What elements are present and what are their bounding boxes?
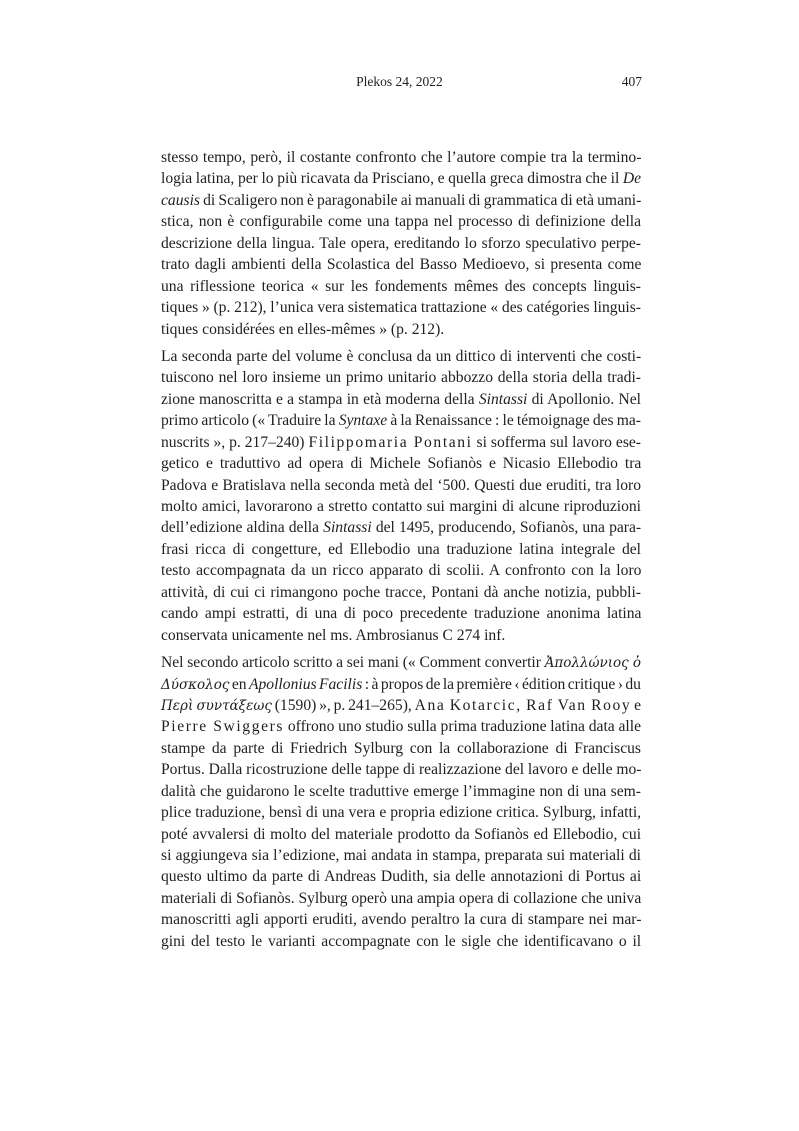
paragraph-1 [161, 147, 641, 340]
text-line [161, 254, 641, 275]
text-segment: stampe da parte di Friedrich Sylburg con la collaborazione di Franciscus [161, 739, 641, 757]
text-segment: dalità che guidarono le scelte traduttive emerge l’immagine non di una sem- [161, 782, 641, 800]
greek-text: Δύσκολος [161, 676, 230, 693]
text-segment: descrizione della lingua. Tale opera, ereditando lo sforzo speculativo perpe- [161, 234, 641, 252]
text-segment: logia latina, per lo più ricavata da Prisciano, e quella greca dimostra che il [161, 170, 623, 188]
italic-title: Apollonius Facilis [248, 675, 363, 693]
text-line [161, 367, 641, 388]
text-segment: testo accompagnata da un ricco apparato di scolii. A confronto con la loro [161, 562, 642, 580]
text-line [161, 759, 641, 780]
text-segment: tiques considérées en elles-mêmes » (p. 212). [161, 320, 445, 338]
text-line [161, 603, 641, 624]
text-segment: trato dagli ambienti della Scolastica del Basso Medioevo, si presenta come [161, 256, 642, 274]
running-title: Plekos 24, 2022 [356, 74, 443, 89]
text-line [161, 389, 641, 410]
italic-title: Sintassi [478, 390, 528, 408]
text-segment: gini del testo le varianti accompagnate con le sigle che identificavano o il [161, 932, 642, 950]
text-segment: La seconda parte del volume è conclusa da un dittico di interventi che costi- [161, 347, 642, 365]
text-segment: e [631, 696, 641, 714]
text-line [161, 781, 641, 802]
text-line [161, 625, 641, 646]
text-line [161, 517, 641, 538]
text-line [161, 866, 641, 887]
text-segment: tiques » (p. 212), l’unica vera sistematica trattazione « des catégories linguis- [161, 299, 641, 317]
text-segment: zione manoscritta e a stampa in età moderna della [161, 390, 479, 408]
text-line [161, 276, 641, 297]
paragraph-2 [161, 346, 641, 646]
text-line [161, 824, 641, 845]
text-line [161, 716, 641, 737]
text-segment: stesso tempo, però, il costante confronto che l’autore compie tra la termino- [161, 149, 642, 166]
text-line [161, 888, 641, 909]
text-line [161, 453, 641, 474]
text-segment: di Scaligero non è paragonabile ai manuali di grammatica di età umani- [199, 191, 642, 209]
author-name: Pierre Swiggers [161, 718, 285, 736]
author-name: Filippomaria Pontani [308, 433, 473, 451]
paragraph-3 [161, 652, 641, 952]
text-line [161, 931, 641, 952]
text-segment: stica, non è configurabile come una tappa nel processo di definizione della [161, 213, 642, 231]
text-line [161, 560, 641, 581]
text-segment: : à propos de la première ‹ édition critique › du [362, 675, 641, 693]
text-line [161, 168, 641, 189]
text-segment: à la Renaissance : le témoignage des ma- [387, 412, 642, 430]
greek-text: Ἀπολλώνιος ὁ [544, 655, 641, 672]
text-line [161, 738, 641, 759]
text-line [161, 909, 641, 930]
running-head [0, 74, 799, 94]
italic-title: Sintassi [323, 519, 372, 537]
text-segment: dell’edizione aldina della [161, 519, 324, 537]
text-segment: offrono uno studio sulla prima traduzione latina data alle [284, 718, 642, 736]
text-segment: si aggiungeva sia l’edizione, mai andata in stampa, preparata sui materiali di [161, 847, 641, 864]
text-segment: Padova e Bratislava nella seconda metà del ‘500. Questi due eruditi, tra loro [161, 476, 641, 494]
text-line [161, 539, 641, 560]
italic-title: De [622, 170, 642, 188]
text-segment: Portus. Dalla ricostruzione delle tappe di realizzazione del lavoro e delle mo- [161, 761, 642, 779]
text-line [161, 496, 641, 517]
italic-title: Syntaxe [338, 412, 388, 430]
text-segment: plice traduzione, bensì di una vera e propria edizione critica. Sylburg, infatti, [161, 804, 642, 822]
text-segment: getico e traduttivo ad opera di Michele Sofianòs e Nicasio Ellebodio tra [161, 455, 642, 473]
text-line [161, 582, 641, 603]
text-line [161, 233, 641, 254]
text-line [161, 652, 641, 673]
text-line [161, 147, 641, 168]
page-number: 407 [621, 74, 642, 89]
text-line [161, 410, 641, 431]
text-segment: si sofferma sul lavoro ese- [472, 433, 642, 451]
text-segment: materiali di Sofianòs. Sylburg operò una ampia opera di collazione che univa [161, 889, 642, 907]
text-line [161, 802, 641, 823]
text-line [161, 695, 641, 716]
text-segment: questo ultimo da parte di Andreas Dudith, sia delle annotazioni di Portus ai [161, 868, 642, 886]
text-segment: manoscritti agli apporti eruditi, avendo peraltro la cura di stampare nei mar- [161, 911, 642, 929]
text-segment: del 1495, producendo, Sofianòs, una para- [371, 519, 642, 537]
text-segment: conservata unicamente nel ms. Ambrosianus C 274 inf. [161, 626, 506, 644]
text-segment: frasi ricca di congetture, ed Ellebodio una traduzione latina integrale del [161, 540, 641, 558]
text-segment: una riflessione teorica « sur les fondements mêmes des concepts linguis- [161, 277, 641, 295]
italic-title: causis [161, 191, 200, 209]
text-line [161, 319, 641, 340]
text-line [161, 475, 641, 496]
text-segment: cando ampi estratti, di una di poco precedente traduzione anonima latina [161, 605, 642, 623]
text-line [161, 211, 641, 232]
author-name: Ana Kotarcic, Raf Van Rooy [414, 696, 632, 714]
text-line [161, 674, 641, 695]
text-line [161, 346, 641, 367]
text-segment: nuscrits », p. 217–240) [161, 433, 309, 451]
text-line [161, 432, 641, 453]
text-segment: molto amici, lavorarono a stretto contatto sui margini di alcune riproduzioni [161, 498, 641, 515]
text-segment: tuiscono nel loro insieme un primo unitario abbozzo della storia della tradi- [161, 369, 641, 387]
body-text [161, 147, 641, 952]
text-segment: en [229, 675, 249, 693]
text-segment: di Apollonio. Nel [527, 390, 641, 408]
text-segment: primo articolo (« Traduire la [161, 412, 339, 430]
text-line [161, 845, 641, 866]
greek-text: Περὶ συντάξεως [161, 697, 272, 714]
text-segment: attività, di cui ci rimangono poche tracce, Pontani dà anche notizia, pubbli- [161, 583, 641, 601]
text-segment: poté avvalersi di molto del materiale prodotto da Sofianòs ed Ellebodio, cui [161, 825, 642, 843]
text-line [161, 190, 641, 211]
text-segment: Nel secondo articolo scritto a sei mani (« Comment convertir [161, 654, 545, 672]
text-line [161, 297, 641, 318]
text-segment: (1590) », p. 241–265), [271, 696, 415, 714]
